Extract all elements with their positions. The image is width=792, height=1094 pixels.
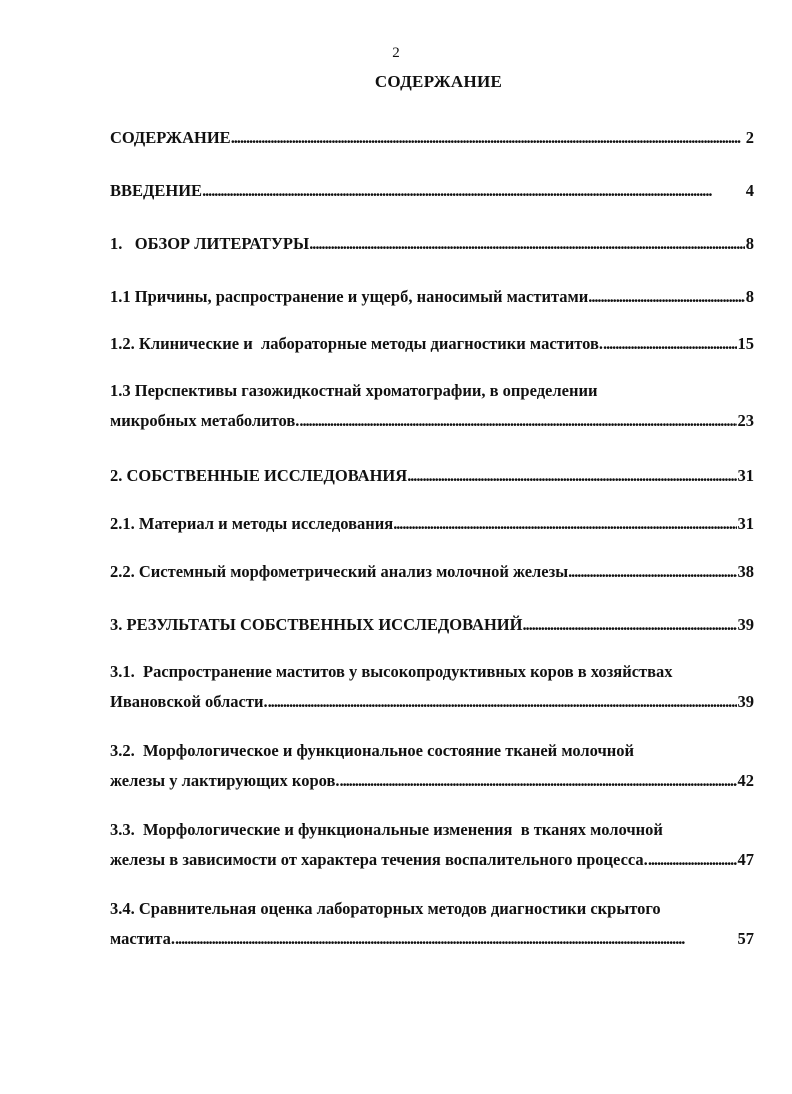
toc-entry-text: СОДЕРЖАНИЕ	[110, 128, 231, 147]
toc-page-number: 57	[737, 929, 754, 948]
toc-entry-literature-review[interactable]	[110, 230, 754, 258]
dot-leader	[568, 558, 736, 586]
dot-leader	[231, 124, 745, 152]
toc-page-number: 42	[737, 771, 754, 790]
toc-entry-text: 3.4. Сравнительная оценка лабораторных методов диагностики скрытого	[110, 899, 661, 918]
dot-leader	[309, 230, 745, 258]
dot-leader	[522, 611, 736, 639]
toc-page-number: 15	[737, 334, 754, 353]
toc-entry-1-1[interactable]	[110, 283, 754, 311]
toc-page-number: 39	[737, 692, 754, 711]
toc-entry-text: микробных метаболитов.	[110, 411, 300, 430]
toc-entry-3-1[interactable]	[110, 658, 754, 716]
dot-leader	[175, 925, 737, 953]
dot-leader	[202, 177, 745, 205]
toc-entry-text: 3.1. Распространение маститов у высокопродуктивных коров в хозяйствах	[110, 662, 673, 681]
toc-entry-text: 1.3 Перспективы газожидкостнай хроматографии, в определении	[110, 381, 598, 400]
toc-entry-text: 1.2. Клинические и лабораторные методы диагностики маститов.	[110, 334, 604, 353]
toc-page-number: 4	[745, 181, 754, 200]
toc-entry-3-2[interactable]	[110, 737, 754, 795]
toc-page-number: 2	[745, 128, 754, 147]
toc-entry-text: 2.2. Системный морфометрический анализ молочной железы	[110, 562, 569, 581]
toc-entry-text: Ивановской области.	[110, 692, 268, 711]
toc-title: СОДЕРЖАНИЕ	[374, 72, 503, 91]
dot-leader	[407, 462, 736, 490]
toc-entry-own-research[interactable]	[110, 462, 754, 490]
toc-entry-text: 1.1 Причины, распространение и ущерб, наносимый маститами	[110, 287, 589, 306]
toc-page-number: 31	[737, 514, 754, 533]
toc-entry-text: железы в зависимости от характера течения воспалительного процесса.	[110, 850, 648, 869]
toc-entry-text: 2.1. Материал и методы исследования	[110, 514, 394, 533]
toc-page-number: 47	[737, 850, 754, 869]
toc-page-number: 31	[737, 466, 754, 485]
toc-page-number: 23	[737, 411, 754, 430]
dot-leader	[393, 510, 736, 538]
dot-leader	[340, 767, 737, 795]
toc-entry-text: 3.2. Морфологическое и функциональное состояние тканей молочной	[110, 741, 635, 760]
page-number: 2	[392, 45, 400, 61]
toc-entry-2-1[interactable]	[110, 510, 754, 538]
toc-entry-text: 3. РЕЗУЛЬТАТЫ СОБСТВЕННЫХ ИССЛЕДОВАНИЙ	[110, 615, 523, 634]
dot-leader	[588, 283, 744, 311]
toc-entry-3-4[interactable]	[110, 895, 754, 953]
toc-page-number: 8	[745, 287, 754, 306]
toc-entry-contents[interactable]	[110, 124, 754, 152]
toc-entry-text: 1. ОБЗОР ЛИТЕРАТУРЫ	[110, 234, 310, 253]
toc-page-number: 39	[737, 615, 754, 634]
dot-leader	[603, 330, 736, 358]
toc-page-number: 38	[737, 562, 754, 581]
toc-entry-1-3[interactable]	[110, 377, 754, 435]
toc-entry-results[interactable]	[110, 611, 754, 639]
toc-page-number: 8	[745, 234, 754, 253]
toc-entry-text: 3.3. Морфологические и функциональные изменения в тканях молочной	[110, 820, 663, 839]
dot-leader	[268, 688, 737, 716]
toc-entry-3-3[interactable]	[110, 816, 754, 874]
toc-entry-introduction[interactable]	[110, 177, 754, 205]
toc-entry-1-2[interactable]	[110, 330, 754, 358]
dot-leader	[299, 407, 736, 435]
toc-entry-text: ВВЕДЕНИЕ	[110, 181, 203, 200]
toc-entry-2-2[interactable]	[110, 558, 754, 586]
toc-entry-text: мастита.	[110, 929, 175, 948]
dot-leader	[648, 846, 737, 874]
toc-entry-text: железы у лактирующих коров.	[110, 771, 340, 790]
toc-entry-text: 2. СОБСТВЕННЫЕ ИССЛЕДОВАНИЯ	[110, 466, 408, 485]
